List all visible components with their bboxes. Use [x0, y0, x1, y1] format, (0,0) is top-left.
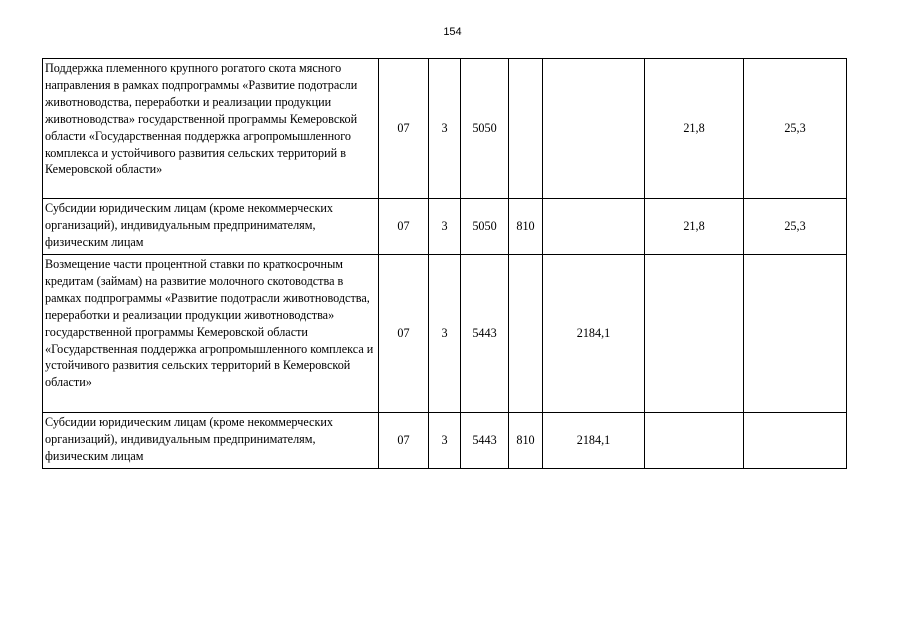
section-code: 07 — [379, 413, 429, 469]
subsection-code: 3 — [429, 199, 461, 255]
expense-type-code: 810 — [509, 199, 543, 255]
subsection-code: 3 — [429, 59, 461, 199]
expense-type-code: 810 — [509, 413, 543, 469]
page-number: 154 — [443, 26, 462, 38]
amount-2 — [645, 413, 744, 469]
target-code: 5443 — [461, 413, 509, 469]
expense-type-code — [509, 59, 543, 199]
section-code: 07 — [379, 59, 429, 199]
amount-3: 25,3 — [744, 59, 847, 199]
row-description: Субсидии юридическим лицам (кроме некоммерческих организаций), индивидуальным предпринимателям, физическим лицам — [43, 199, 379, 255]
subsection-code: 3 — [429, 255, 461, 413]
amount-3 — [744, 255, 847, 413]
expense-type-code — [509, 255, 543, 413]
row-description: Поддержка племенного крупного рогатого скота мясного направления в рамках подпрограммы «Развитие подотрасли животноводства, переработки и реализации продукции животноводства» государственной программы Кемеровской области «Государственная поддержка агропромышленного комплекса и устойчивого развития сельских территорий в Кемеровской области» — [43, 59, 379, 199]
amount-3 — [744, 413, 847, 469]
row-description: Возмещение части процентной ставки по краткосрочным кредитам (займам) на развитие молочного скотоводства в рамках подпрограммы «Развитие подотрасли животноводства, переработки и реализации продукции животноводства» государственной программы Кемеровской области «Государственная поддержка агропромышленного комплекса и устойчивого развития сельских территорий в Кемеровской области» — [43, 255, 379, 413]
amount-2: 21,8 — [645, 199, 744, 255]
table-row — [43, 59, 847, 199]
table-row — [43, 255, 847, 413]
subsection-code: 3 — [429, 413, 461, 469]
target-code: 5050 — [461, 59, 509, 199]
section-code: 07 — [379, 199, 429, 255]
table-row — [43, 413, 847, 469]
target-code: 5050 — [461, 199, 509, 255]
target-code: 5443 — [461, 255, 509, 413]
amount-1: 2184,1 — [543, 255, 645, 413]
amount-2 — [645, 255, 744, 413]
section-code: 07 — [379, 255, 429, 413]
table-row — [43, 199, 847, 255]
amount-2: 21,8 — [645, 59, 744, 199]
amount-1 — [543, 199, 645, 255]
budget-table — [42, 58, 847, 469]
amount-3: 25,3 — [744, 199, 847, 255]
row-description: Субсидии юридическим лицам (кроме некоммерческих организаций), индивидуальным предпринимателям, физическим лицам — [43, 413, 379, 469]
amount-1: 2184,1 — [543, 413, 645, 469]
amount-1 — [543, 59, 645, 199]
